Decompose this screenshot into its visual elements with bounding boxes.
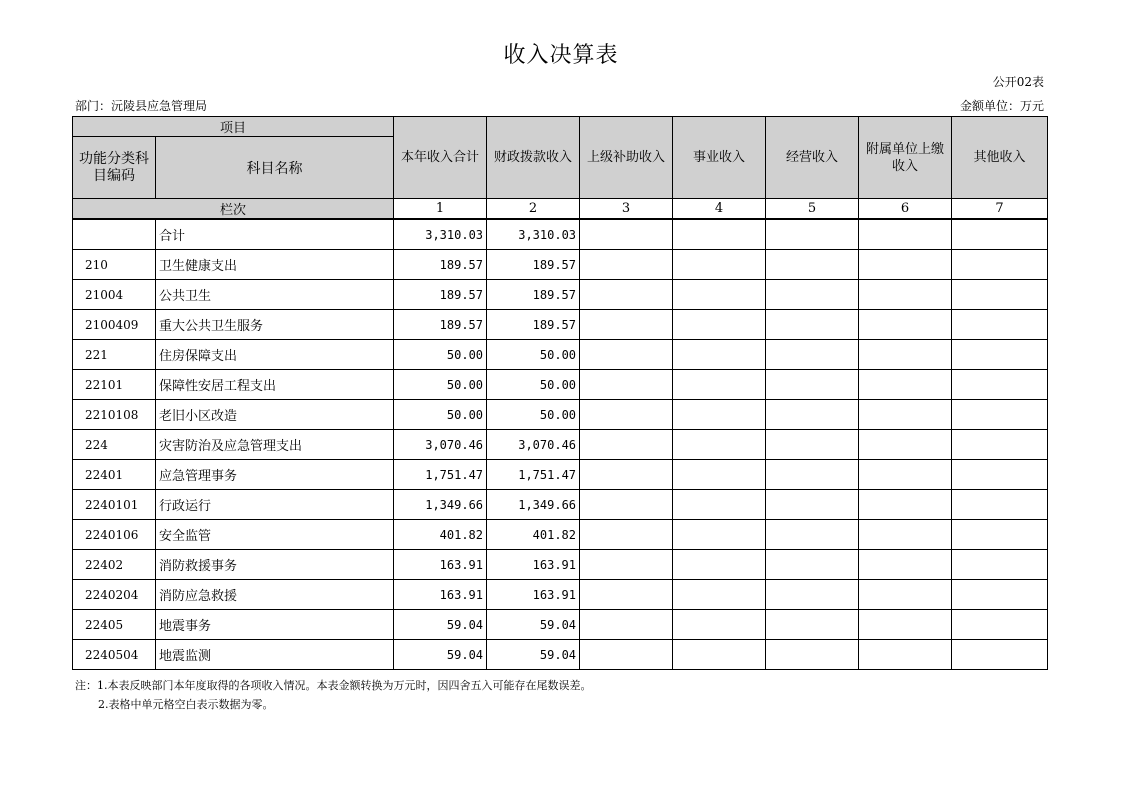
table-row — [73, 490, 1048, 520]
row-value — [766, 310, 859, 340]
row-code: 22101 — [73, 370, 156, 400]
row-code: 22401 — [73, 460, 156, 490]
row-subject-name: 合计 — [156, 219, 394, 250]
form-code: 公开02表 — [992, 75, 1044, 89]
row-value — [580, 250, 673, 280]
row-value — [952, 340, 1048, 370]
subject-name-header: 科目名称 — [156, 137, 394, 199]
row-value: 59.04 — [394, 640, 487, 670]
column-header: 事业收入 — [673, 117, 766, 199]
row-value — [766, 610, 859, 640]
row-value: 163.91 — [394, 580, 487, 610]
row-subject-name: 老旧小区改造 — [156, 400, 394, 430]
row-value — [580, 490, 673, 520]
row-code: 22405 — [73, 610, 156, 640]
row-subject-name: 灾害防治及应急管理支出 — [156, 430, 394, 460]
row-value — [859, 490, 952, 520]
row-value — [952, 310, 1048, 340]
column-number: 4 — [673, 199, 766, 220]
row-value: 3,310.03 — [394, 219, 487, 250]
row-value — [673, 580, 766, 610]
row-value: 59.04 — [394, 610, 487, 640]
column-header: 经营收入 — [766, 117, 859, 199]
row-value — [766, 550, 859, 580]
row-value — [580, 310, 673, 340]
row-value — [859, 640, 952, 670]
project-header: 项目 — [73, 117, 394, 137]
row-value: 163.91 — [487, 580, 580, 610]
lanci-label: 栏次 — [73, 199, 394, 220]
table-row — [73, 580, 1048, 610]
row-code: 210 — [73, 250, 156, 280]
row-value — [859, 610, 952, 640]
row-value — [766, 580, 859, 610]
table-row — [73, 250, 1048, 280]
page-title: 收入决算表 — [503, 43, 619, 68]
row-value — [766, 280, 859, 310]
row-subject-name: 重大公共卫生服务 — [156, 310, 394, 340]
row-value: 401.82 — [487, 520, 580, 550]
row-value — [859, 219, 952, 250]
row-value: 189.57 — [487, 280, 580, 310]
row-value: 50.00 — [487, 340, 580, 370]
column-number: 2 — [487, 199, 580, 220]
row-value — [766, 400, 859, 430]
row-value — [580, 430, 673, 460]
row-value: 189.57 — [394, 310, 487, 340]
row-value: 189.57 — [394, 250, 487, 280]
row-value — [673, 460, 766, 490]
row-value — [766, 460, 859, 490]
table-row — [73, 219, 1048, 250]
row-value — [673, 250, 766, 280]
column-number: 3 — [580, 199, 673, 220]
row-value — [952, 490, 1048, 520]
row-subject-name: 安全监管 — [156, 520, 394, 550]
row-value: 50.00 — [394, 340, 487, 370]
row-value: 189.57 — [394, 280, 487, 310]
row-value — [859, 430, 952, 460]
footnote: 注：1.本表反映部门本年度取得的各项收入情况。本表金额转换为万元时，因四舍五入可能存在尾数误差。 — [75, 679, 592, 692]
row-value: 50.00 — [487, 370, 580, 400]
row-value — [952, 430, 1048, 460]
column-number: 5 — [766, 199, 859, 220]
column-header: 财政拨款收入 — [487, 117, 580, 199]
row-value — [952, 640, 1048, 670]
row-value — [766, 370, 859, 400]
row-value — [580, 580, 673, 610]
row-value: 1,751.47 — [487, 460, 580, 490]
row-value — [673, 640, 766, 670]
row-value — [673, 340, 766, 370]
row-subject-name: 卫生健康支出 — [156, 250, 394, 280]
row-value — [952, 280, 1048, 310]
row-value: 50.00 — [487, 400, 580, 430]
row-value — [580, 340, 673, 370]
row-value — [673, 219, 766, 250]
row-subject-name: 消防应急救援 — [156, 580, 394, 610]
row-value — [859, 400, 952, 430]
table-row — [73, 310, 1048, 340]
column-number: 7 — [952, 199, 1048, 220]
table-row — [73, 400, 1048, 430]
row-value — [673, 280, 766, 310]
row-value: 1,349.66 — [487, 490, 580, 520]
table-row — [73, 280, 1048, 310]
row-value — [952, 580, 1048, 610]
row-value — [580, 370, 673, 400]
row-value — [580, 219, 673, 250]
row-value — [673, 400, 766, 430]
row-subject-name: 住房保障支出 — [156, 340, 394, 370]
row-value: 50.00 — [394, 400, 487, 430]
row-value — [766, 340, 859, 370]
row-value — [580, 520, 673, 550]
column-header: 附属单位上缴收入 — [859, 117, 952, 199]
row-value — [766, 490, 859, 520]
row-value — [952, 610, 1048, 640]
row-subject-name: 公共卫生 — [156, 280, 394, 310]
row-value — [580, 280, 673, 310]
row-value: 1,751.47 — [394, 460, 487, 490]
row-code: 2240101 — [73, 490, 156, 520]
row-value — [673, 370, 766, 400]
row-code: 21004 — [73, 280, 156, 310]
row-value — [952, 550, 1048, 580]
row-value — [673, 610, 766, 640]
footnote: 2.表格中单元格空白表示数据为零。 — [98, 698, 274, 711]
table-row — [73, 610, 1048, 640]
row-value: 189.57 — [487, 250, 580, 280]
row-code: 224 — [73, 430, 156, 460]
row-subject-name: 行政运行 — [156, 490, 394, 520]
department-label: 部门：沅陵县应急管理局 — [75, 99, 208, 113]
table-row — [73, 370, 1048, 400]
row-value — [859, 460, 952, 490]
amount-unit-label: 金额单位：万元 — [959, 99, 1044, 113]
table-row — [73, 460, 1048, 490]
row-value — [580, 460, 673, 490]
row-value — [859, 580, 952, 610]
column-header: 本年收入合计 — [394, 117, 487, 199]
func-code-header: 功能分类科目编码 — [73, 137, 156, 199]
row-code: 221 — [73, 340, 156, 370]
row-value: 163.91 — [487, 550, 580, 580]
row-code: 2210108 — [73, 400, 156, 430]
row-value — [859, 550, 952, 580]
row-code: 22402 — [73, 550, 156, 580]
row-value — [766, 219, 859, 250]
income-table — [72, 116, 1048, 670]
row-value: 3,310.03 — [487, 219, 580, 250]
column-number: 6 — [859, 199, 952, 220]
row-value: 3,070.46 — [487, 430, 580, 460]
column-number: 1 — [394, 199, 487, 220]
row-subject-name: 消防救援事务 — [156, 550, 394, 580]
row-code: 2100409 — [73, 310, 156, 340]
row-code: 2240504 — [73, 640, 156, 670]
row-value — [580, 550, 673, 580]
row-value — [952, 250, 1048, 280]
column-header: 其他收入 — [952, 117, 1048, 199]
table-row — [73, 430, 1048, 460]
row-code: 2240106 — [73, 520, 156, 550]
row-value: 3,070.46 — [394, 430, 487, 460]
row-code — [73, 219, 156, 250]
row-value: 50.00 — [394, 370, 487, 400]
row-value — [673, 430, 766, 460]
row-value — [859, 370, 952, 400]
row-value — [766, 520, 859, 550]
table-row — [73, 550, 1048, 580]
row-value: 189.57 — [487, 310, 580, 340]
row-value — [766, 430, 859, 460]
row-value — [766, 640, 859, 670]
row-value — [952, 400, 1048, 430]
column-header: 上级补助收入 — [580, 117, 673, 199]
row-value — [952, 370, 1048, 400]
row-value — [673, 490, 766, 520]
row-value: 401.82 — [394, 520, 487, 550]
table-row — [73, 340, 1048, 370]
row-value — [859, 280, 952, 310]
row-value: 59.04 — [487, 610, 580, 640]
row-value — [952, 520, 1048, 550]
table-row — [73, 520, 1048, 550]
row-subject-name: 地震事务 — [156, 610, 394, 640]
row-subject-name: 地震监测 — [156, 640, 394, 670]
row-value — [952, 219, 1048, 250]
row-value — [952, 460, 1048, 490]
row-value — [673, 550, 766, 580]
row-value: 59.04 — [487, 640, 580, 670]
row-subject-name: 应急管理事务 — [156, 460, 394, 490]
row-value: 1,349.66 — [394, 490, 487, 520]
row-value — [673, 310, 766, 340]
row-value — [859, 340, 952, 370]
row-value — [859, 310, 952, 340]
row-value — [859, 250, 952, 280]
row-value: 163.91 — [394, 550, 487, 580]
row-code: 2240204 — [73, 580, 156, 610]
row-value — [580, 400, 673, 430]
row-value — [859, 520, 952, 550]
row-value — [580, 640, 673, 670]
table-row — [73, 640, 1048, 670]
row-subject-name: 保障性安居工程支出 — [156, 370, 394, 400]
row-value — [580, 610, 673, 640]
row-value — [673, 520, 766, 550]
row-value — [766, 250, 859, 280]
